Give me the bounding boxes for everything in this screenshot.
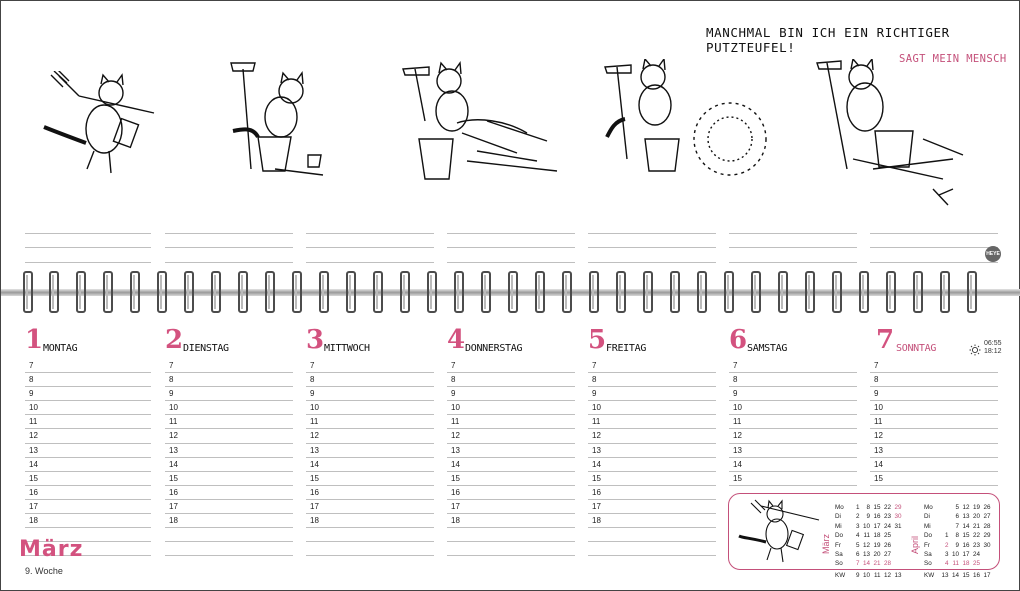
hour-slot[interactable]: 15 bbox=[870, 472, 998, 486]
notes-column-4[interactable] bbox=[447, 219, 575, 263]
mini-cal-date bbox=[938, 504, 949, 513]
hour-slot[interactable]: 16 bbox=[306, 486, 434, 500]
mini-cal-row bbox=[924, 542, 991, 551]
hour-slot[interactable]: 11 bbox=[588, 415, 716, 429]
mini-cal-row bbox=[835, 532, 902, 541]
mini-cal-date bbox=[891, 560, 902, 569]
mini-cal-date: 25 bbox=[883, 532, 891, 540]
hour-slot[interactable]: 10 bbox=[306, 401, 434, 415]
hour-slot[interactable]: 12 bbox=[447, 429, 575, 443]
mini-cal-weekday: Mi bbox=[924, 522, 931, 530]
mini-cal-date: 14 bbox=[862, 560, 870, 568]
hour-slot[interactable]: 8 bbox=[870, 373, 998, 387]
mini-cal-row bbox=[924, 513, 991, 522]
mini-cal-weekday: Fr bbox=[924, 541, 930, 549]
hour-slot[interactable]: 16 bbox=[588, 486, 716, 500]
day-name: MITTWOCH bbox=[324, 343, 370, 354]
day-name: DIENSTAG bbox=[183, 343, 229, 354]
publisher-logo: HEYE bbox=[985, 246, 1001, 262]
spiral-ring bbox=[130, 271, 140, 313]
mini-cal-kw-label: KW bbox=[835, 571, 846, 579]
sunrise-time: 06:55 bbox=[984, 340, 1002, 347]
mini-cal-date: 14 bbox=[962, 522, 970, 530]
spiral-ring bbox=[319, 271, 329, 313]
extra-line[interactable] bbox=[447, 542, 575, 556]
mini-cal-weekday: Mo bbox=[924, 504, 933, 511]
mini-cal-date: 20 bbox=[972, 513, 980, 521]
hour-slot[interactable]: 16 bbox=[25, 486, 151, 500]
mini-cal-weekday: Do bbox=[924, 532, 933, 540]
hour-slot[interactable]: 18 bbox=[588, 514, 716, 528]
day-name: MONTAG bbox=[43, 343, 78, 354]
mini-cal-weekday: Di bbox=[835, 513, 841, 521]
day-number: 4 bbox=[447, 325, 466, 355]
mini-cal-weekday: Mi bbox=[835, 522, 842, 530]
spiral-ring bbox=[643, 271, 653, 313]
mini-cal-date: 1 bbox=[855, 504, 860, 511]
mini-cal-weekday: Do bbox=[835, 532, 844, 540]
day-name: DONNERSTAG bbox=[465, 343, 523, 354]
cat-illustration-4 bbox=[595, 59, 785, 184]
mini-cal-march bbox=[835, 504, 902, 581]
hour-slot[interactable]: 11 bbox=[870, 415, 998, 429]
spiral-ring bbox=[724, 271, 734, 313]
spiral-ring bbox=[940, 271, 950, 313]
mini-cal-date: 15 bbox=[962, 532, 970, 540]
day-name: FREITAG bbox=[606, 343, 647, 354]
mini-cal-date bbox=[980, 551, 991, 560]
cat-illustration-2 bbox=[213, 59, 343, 184]
hour-slot[interactable]: 12 bbox=[25, 429, 151, 443]
mini-cal-date: 21 bbox=[972, 522, 980, 530]
mini-cal-date: 24 bbox=[972, 550, 980, 558]
mini-cal-kw: 12 bbox=[883, 571, 891, 579]
mini-cal-date bbox=[938, 523, 949, 532]
hour-slot[interactable]: 10 bbox=[870, 401, 998, 415]
hour-slot[interactable]: 17 bbox=[447, 500, 575, 514]
hour-slot[interactable]: 8 bbox=[588, 373, 716, 387]
hour-slot[interactable]: 8 bbox=[165, 373, 293, 387]
spiral-ring bbox=[508, 271, 518, 313]
mini-cal-date: 13 bbox=[862, 550, 870, 558]
day-name: SONNTAG bbox=[896, 343, 937, 354]
hour-slot[interactable]: 12 bbox=[306, 429, 434, 443]
mini-cal-date: 4 bbox=[855, 532, 860, 540]
mini-cal-date: 19 bbox=[972, 504, 980, 511]
mini-cal-date bbox=[891, 532, 902, 541]
spiral-ring bbox=[454, 271, 464, 313]
mini-cal-date: 12 bbox=[862, 541, 870, 549]
spiral-ring bbox=[184, 271, 194, 313]
mini-cal-date: 19 bbox=[873, 541, 881, 549]
hour-slot[interactable]: 11 bbox=[25, 415, 151, 429]
hour-slot[interactable]: 7 bbox=[588, 359, 716, 373]
spiral-ring bbox=[103, 271, 113, 313]
mini-cal-date: 2 bbox=[855, 513, 860, 521]
mini-cal-weekday: So bbox=[924, 560, 932, 568]
mini-cal-date: 28 bbox=[883, 560, 891, 568]
hour-slot[interactable]: 13 bbox=[25, 444, 151, 458]
mini-cal-april-label: April bbox=[910, 535, 920, 554]
spiral-ring bbox=[562, 271, 572, 313]
spiral-ring bbox=[292, 271, 302, 313]
hour-slot[interactable]: 17 bbox=[588, 500, 716, 514]
hour-slot[interactable]: 15 bbox=[729, 472, 857, 486]
hour-slot[interactable]: 10 bbox=[165, 401, 293, 415]
hour-slot[interactable]: 11 bbox=[306, 415, 434, 429]
hour-slot[interactable]: 18 bbox=[447, 514, 575, 528]
mini-cal-date: 25 bbox=[972, 560, 980, 568]
day-name: SAMSTAG bbox=[747, 343, 788, 354]
spiral-ring bbox=[967, 271, 977, 313]
mini-cal-date: 4 bbox=[944, 560, 949, 568]
mini-cal-kw: 11 bbox=[873, 571, 881, 579]
cat-illustration-mini bbox=[735, 498, 823, 566]
hour-slot[interactable]: 10 bbox=[729, 401, 857, 415]
hour-slot[interactable]: 18 bbox=[25, 514, 151, 528]
spiral-ring bbox=[832, 271, 842, 313]
mini-cal-date: 17 bbox=[873, 522, 881, 530]
mini-cal-date: 16 bbox=[873, 513, 881, 521]
spiral-ring bbox=[238, 271, 248, 313]
mini-cal-kw: 17 bbox=[983, 571, 991, 579]
hour-slot[interactable]: 10 bbox=[25, 401, 151, 415]
spiral-ring bbox=[805, 271, 815, 313]
mini-cal-date: 7 bbox=[855, 560, 860, 568]
mini-cal-row bbox=[924, 551, 991, 560]
mini-cal-date: 3 bbox=[855, 522, 860, 530]
mini-cal-weekday: Fr bbox=[835, 541, 841, 549]
mini-cal-april bbox=[924, 504, 991, 581]
mini-cal-date bbox=[980, 560, 991, 569]
sun-icon bbox=[969, 341, 981, 360]
mini-cal-date bbox=[891, 542, 902, 551]
mini-cal-date: 28 bbox=[983, 522, 991, 530]
mini-cal-row bbox=[835, 542, 902, 551]
day-column-3 bbox=[306, 325, 434, 556]
day-header bbox=[165, 325, 293, 359]
mini-cal-date: 16 bbox=[962, 541, 970, 549]
mini-cal-row bbox=[835, 560, 902, 569]
hour-slot[interactable]: 11 bbox=[447, 415, 575, 429]
hour-slot[interactable]: 10 bbox=[588, 401, 716, 415]
cat-illustration-3 bbox=[397, 61, 567, 186]
hour-slot[interactable]: 11 bbox=[729, 415, 857, 429]
mini-cal-date: 22 bbox=[972, 532, 980, 540]
mini-cal-date: 6 bbox=[855, 550, 860, 558]
mini-cal-date: 8 bbox=[955, 532, 959, 540]
notes-column-5[interactable] bbox=[588, 219, 716, 263]
hour-slot[interactable]: 9 bbox=[588, 387, 716, 401]
spiral-ring bbox=[778, 271, 788, 313]
hour-slot[interactable]: 14 bbox=[306, 458, 434, 472]
mini-cal-date: 5 bbox=[955, 504, 959, 511]
hour-slot[interactable]: 9 bbox=[870, 387, 998, 401]
mini-cal-date bbox=[938, 513, 949, 522]
hour-slot[interactable]: 8 bbox=[25, 373, 151, 387]
sunset-time: 18:12 bbox=[984, 348, 1002, 355]
mini-cal-date: 29 bbox=[983, 532, 991, 540]
hour-slot[interactable]: 14 bbox=[870, 458, 998, 472]
hour-slot[interactable]: 13 bbox=[870, 444, 998, 458]
mini-cal-date bbox=[891, 551, 902, 560]
hour-slot[interactable]: 11 bbox=[165, 415, 293, 429]
mini-cal-date: 9 bbox=[955, 541, 959, 549]
hour-slot[interactable]: 13 bbox=[588, 444, 716, 458]
notes-column-6[interactable] bbox=[729, 219, 857, 263]
mini-cal-weekday: Di bbox=[924, 513, 930, 521]
hour-slot[interactable]: 14 bbox=[447, 458, 575, 472]
spiral-ring bbox=[157, 271, 167, 313]
extra-line[interactable] bbox=[165, 528, 293, 542]
day-header bbox=[306, 325, 434, 359]
spiral-ring bbox=[265, 271, 275, 313]
mini-cal-date: 2 bbox=[944, 541, 949, 549]
mini-cal-kw: 13 bbox=[894, 571, 902, 579]
mini-cal-row bbox=[924, 560, 991, 569]
day-column-5 bbox=[588, 325, 716, 556]
cat-illustration-5 bbox=[813, 59, 988, 209]
notes-column-2[interactable] bbox=[165, 219, 293, 263]
hour-slot[interactable]: 8 bbox=[729, 373, 857, 387]
spiral-ring bbox=[616, 271, 626, 313]
mini-cal-date: 10 bbox=[951, 550, 959, 558]
day-header bbox=[588, 325, 716, 359]
mini-cal-date: 6 bbox=[955, 513, 959, 521]
mini-cal-kw: 10 bbox=[862, 571, 870, 579]
headline: MANCHMAL BIN ICH EIN RICHTIGER PUTZTEUFEL! bbox=[706, 25, 950, 55]
hour-slot[interactable]: 13 bbox=[729, 444, 857, 458]
day-column-6 bbox=[729, 325, 857, 486]
mini-cal-date: 26 bbox=[883, 541, 891, 549]
mini-cal-date: 8 bbox=[866, 504, 870, 511]
hour-slot[interactable]: 14 bbox=[165, 458, 293, 472]
hour-slot[interactable]: 12 bbox=[870, 429, 998, 443]
day-header bbox=[25, 325, 151, 359]
hour-slot[interactable]: 9 bbox=[25, 387, 151, 401]
notes-column-1[interactable] bbox=[25, 219, 151, 263]
mini-cal-date: 7 bbox=[955, 522, 959, 530]
hour-slot[interactable]: 16 bbox=[165, 486, 293, 500]
hour-slot[interactable]: 13 bbox=[447, 444, 575, 458]
hour-slot[interactable]: 8 bbox=[447, 373, 575, 387]
mini-cal-row bbox=[835, 513, 902, 522]
hour-slot[interactable]: 18 bbox=[165, 514, 293, 528]
hour-slot[interactable]: 7 bbox=[870, 359, 998, 373]
spiral-ring bbox=[859, 271, 869, 313]
spiral-ring bbox=[697, 271, 707, 313]
mini-cal-weekday: So bbox=[835, 560, 843, 568]
extra-line[interactable] bbox=[588, 542, 716, 556]
hour-slot[interactable]: 7 bbox=[306, 359, 434, 373]
mini-cal-date: 29 bbox=[894, 504, 902, 511]
mini-cal-date: 24 bbox=[883, 522, 891, 530]
hour-slot[interactable]: 17 bbox=[165, 500, 293, 514]
hour-slot[interactable]: 15 bbox=[447, 472, 575, 486]
spiral-ring bbox=[373, 271, 383, 313]
hour-slot[interactable]: 15 bbox=[588, 472, 716, 486]
spiral-ring bbox=[23, 271, 33, 313]
mini-cal-date: 27 bbox=[883, 550, 891, 558]
hour-slot[interactable]: 16 bbox=[447, 486, 575, 500]
day-number: 5 bbox=[588, 325, 607, 355]
day-number: 6 bbox=[729, 325, 748, 355]
notes-column-7[interactable] bbox=[870, 219, 998, 263]
day-number: 1 bbox=[25, 325, 44, 355]
day-column-1 bbox=[25, 325, 151, 556]
day-header bbox=[447, 325, 575, 359]
mini-cal-date: 30 bbox=[983, 541, 991, 549]
mini-cal-row bbox=[924, 532, 991, 541]
mini-cal-kw: 9 bbox=[855, 571, 860, 579]
hour-slot[interactable]: 9 bbox=[729, 387, 857, 401]
hour-slot[interactable]: 14 bbox=[588, 458, 716, 472]
hour-slot[interactable]: 10 bbox=[447, 401, 575, 415]
mini-cal-march-label: März bbox=[821, 534, 831, 554]
spiral-ring bbox=[346, 271, 356, 313]
mini-cal-row bbox=[924, 523, 991, 532]
mini-cal-date: 18 bbox=[962, 560, 970, 568]
mini-cal-date: 15 bbox=[873, 504, 881, 511]
mini-cal-date: 26 bbox=[983, 504, 991, 511]
hour-slot[interactable]: 12 bbox=[588, 429, 716, 443]
day-column-4 bbox=[447, 325, 575, 556]
spiral-ring bbox=[49, 271, 59, 313]
mini-cal-date: 18 bbox=[873, 532, 881, 540]
day-number: 3 bbox=[306, 325, 325, 355]
month-title: März bbox=[19, 537, 84, 562]
mini-cal-weekday: Sa bbox=[835, 550, 843, 558]
mini-cal-date: 31 bbox=[894, 522, 902, 530]
mini-cal-weekday: Mo bbox=[835, 504, 844, 511]
mini-cal-date: 5 bbox=[855, 541, 860, 549]
mini-cal-date: 13 bbox=[962, 513, 970, 521]
extra-line[interactable] bbox=[306, 542, 434, 556]
spiral-ring bbox=[751, 271, 761, 313]
mini-cal-date: 22 bbox=[883, 504, 891, 511]
spiral-ring bbox=[211, 271, 221, 313]
spiral-ring bbox=[670, 271, 680, 313]
spiral-ring bbox=[76, 271, 86, 313]
extra-line[interactable] bbox=[588, 528, 716, 542]
spiral-ring bbox=[481, 271, 491, 313]
hour-slot[interactable]: 9 bbox=[306, 387, 434, 401]
mini-cal-date: 23 bbox=[972, 541, 980, 549]
hour-slot[interactable]: 17 bbox=[25, 500, 151, 514]
spiral-ring bbox=[400, 271, 410, 313]
mini-cal-date: 20 bbox=[873, 550, 881, 558]
hour-slot[interactable]: 7 bbox=[447, 359, 575, 373]
hour-slot[interactable]: 7 bbox=[25, 359, 151, 373]
extra-line[interactable] bbox=[165, 542, 293, 556]
hour-slot[interactable]: 7 bbox=[165, 359, 293, 373]
hour-slot[interactable]: 15 bbox=[25, 472, 151, 486]
extra-line[interactable] bbox=[306, 528, 434, 542]
subline: SAGT MEIN MENSCH bbox=[899, 53, 1007, 65]
hour-slot[interactable]: 12 bbox=[165, 429, 293, 443]
hour-slot[interactable]: 15 bbox=[306, 472, 434, 486]
mini-cal-date: 17 bbox=[962, 550, 970, 558]
mini-cal-date: 27 bbox=[983, 513, 991, 521]
hour-slot[interactable]: 17 bbox=[306, 500, 434, 514]
mini-cal-row bbox=[835, 551, 902, 560]
hour-slot[interactable]: 9 bbox=[165, 387, 293, 401]
hour-slot[interactable]: 14 bbox=[729, 458, 857, 472]
hour-slot[interactable]: 14 bbox=[25, 458, 151, 472]
week-number: 9. Woche bbox=[25, 566, 63, 576]
hour-slot[interactable]: 13 bbox=[306, 444, 434, 458]
day-number: 7 bbox=[876, 325, 895, 355]
mini-cal-date: 10 bbox=[862, 522, 870, 530]
mini-cal-row bbox=[835, 504, 902, 513]
hour-slot[interactable]: 9 bbox=[447, 387, 575, 401]
day-column-2 bbox=[165, 325, 293, 556]
mini-cal-kw: 13 bbox=[941, 571, 949, 579]
mini-cal-date: 11 bbox=[952, 560, 959, 568]
mini-cal-kw: 16 bbox=[972, 571, 980, 579]
spiral-ring bbox=[913, 271, 923, 313]
hour-slot[interactable]: 12 bbox=[729, 429, 857, 443]
hour-slot[interactable]: 18 bbox=[306, 514, 434, 528]
hour-slot[interactable]: 8 bbox=[306, 373, 434, 387]
mini-cal-kw-row bbox=[835, 572, 902, 581]
mini-cal-date: 3 bbox=[944, 550, 949, 558]
spiral-ring bbox=[589, 271, 599, 313]
spiral-ring bbox=[427, 271, 437, 313]
mini-cal-date: 23 bbox=[883, 513, 891, 521]
mini-cal-kw: 15 bbox=[962, 571, 970, 579]
hour-slot[interactable]: 13 bbox=[165, 444, 293, 458]
extra-line[interactable] bbox=[447, 528, 575, 542]
mini-cal-date: 9 bbox=[866, 513, 870, 521]
mini-cal-row bbox=[924, 504, 991, 513]
day-number: 2 bbox=[165, 325, 184, 355]
mini-cal-date: 12 bbox=[962, 504, 970, 511]
spiral-ring bbox=[886, 271, 896, 313]
mini-cal-kw-label: KW bbox=[924, 571, 935, 579]
sun-times bbox=[984, 340, 1002, 356]
notes-column-3[interactable] bbox=[306, 219, 434, 263]
mini-cal-kw: 14 bbox=[951, 571, 959, 579]
mini-cal-date: 1 bbox=[944, 532, 949, 540]
mini-cal-date: 11 bbox=[863, 532, 870, 540]
hour-slot[interactable]: 7 bbox=[729, 359, 857, 373]
spiral-ring bbox=[535, 271, 545, 313]
mini-cal-weekday: Sa bbox=[924, 550, 932, 558]
mini-cal-row bbox=[835, 523, 902, 532]
day-header bbox=[729, 325, 857, 359]
cat-illustration-1 bbox=[39, 71, 159, 181]
mini-cal-date: 21 bbox=[873, 560, 881, 568]
mini-calendar bbox=[728, 493, 1000, 579]
mini-cal-date: 30 bbox=[894, 513, 902, 521]
mini-cal-kw-row bbox=[924, 572, 991, 581]
hour-slot[interactable]: 15 bbox=[165, 472, 293, 486]
